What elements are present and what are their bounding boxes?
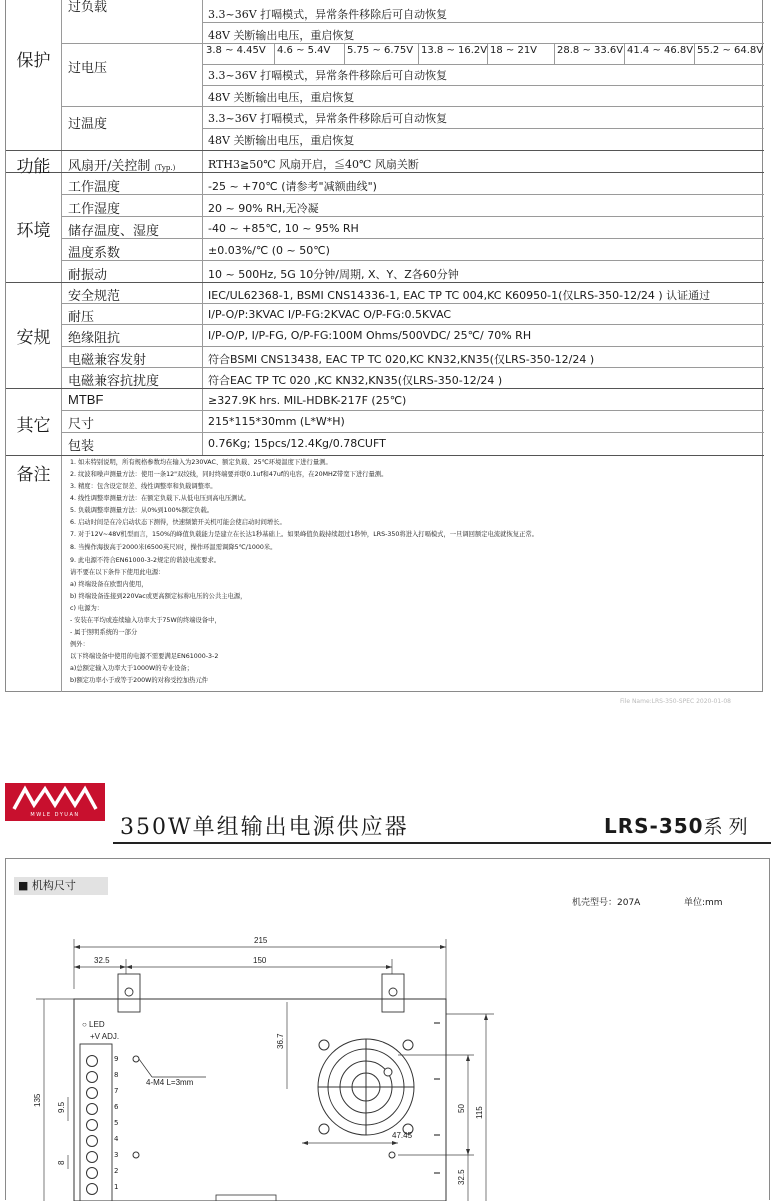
terminal-number: 9 xyxy=(114,1055,119,1063)
spec-table xyxy=(5,0,763,692)
overtemp-line-1: 3.3~36V 打嗝模式，异常条件移除后可自动恢复 xyxy=(208,112,448,125)
others-value-2: 215*115*30mm (L*W*H) xyxy=(208,415,345,428)
category-safety: 安规 xyxy=(16,328,51,348)
note-line-17: 以下终端设备中使用的电源不需要满足EN61000-3-2 xyxy=(70,653,219,660)
drawing-svg xyxy=(6,859,769,1201)
terminal-screw-icon xyxy=(86,1135,98,1147)
env-value-1: -25 ~ +70℃ (请参考"减额曲线") xyxy=(208,180,377,193)
series-name xyxy=(604,812,748,839)
note-line-6: 6. 启动时间是在冷启动状态下测得，快速频繁开关机可能会使启动时间增长。 xyxy=(70,519,286,526)
logo-text: MWLE DYUAN xyxy=(30,812,80,818)
ov-range-4: 13.8 ~ 16.2V xyxy=(421,45,488,56)
dim-left-offset: 32.5 xyxy=(94,956,110,965)
dim-pin-small: 8 xyxy=(57,1160,66,1165)
note-line-5: 5. 负载调整率测量方法：从0%到100%额定负载。 xyxy=(70,507,214,514)
terminal-number: 6 xyxy=(114,1103,119,1111)
terminal-number: 3 xyxy=(114,1151,119,1159)
overtemp-line-2: 48V 关断输出电压，重启恢复 xyxy=(208,134,355,147)
terminal-number: 1 xyxy=(114,1183,119,1191)
series-model: LRS-350 xyxy=(604,814,704,838)
dim-bottom-offset: 32.5 xyxy=(457,1169,466,1185)
fan-control-label: 风扇开/关控制 xyxy=(68,159,151,174)
note-line-14: - 安装在平均或连续输入功率大于75W的终端设备中， xyxy=(70,617,221,624)
safety-label-1: 安全规范 xyxy=(68,289,121,304)
ov-range-1: 3.8 ~ 4.45V xyxy=(206,45,266,56)
dim-width-overall: 135 xyxy=(33,1093,42,1107)
item-overvoltage: 过电压 xyxy=(68,61,108,76)
ov-range-5: 18 ~ 21V xyxy=(490,45,538,56)
terminal-screw-icon xyxy=(86,1087,98,1099)
terminal-number: 5 xyxy=(114,1119,119,1127)
others-label-2: 尺寸 xyxy=(68,417,95,432)
env-label-2: 工作湿度 xyxy=(68,202,121,217)
brand-logo xyxy=(5,783,105,821)
terminal-number: 8 xyxy=(114,1071,119,1079)
terminal-number: 7 xyxy=(114,1087,119,1095)
terminal-screw-icon xyxy=(86,1183,98,1195)
category-notes: 备注 xyxy=(16,465,51,485)
others-label-3: 包装 xyxy=(68,439,95,454)
case-label: 机壳型号：207A xyxy=(572,898,641,908)
overvoltage-line-2: 48V 关断输出电压，重启恢复 xyxy=(208,91,355,104)
safety-value-5: 符合EAC TP TC 020 ,KC KN32,KN35(仅LRS-350-12/24 ) xyxy=(208,374,503,387)
series-suffix: 系 列 xyxy=(703,816,748,838)
terminal-number: 2 xyxy=(114,1167,119,1175)
header-rule xyxy=(113,842,771,844)
note-line-11: a) 终端设备在欧盟内使用， xyxy=(70,581,148,588)
dim-pin-pitch: 9.5 xyxy=(57,1101,66,1113)
fan-control-typ: (Typ.) xyxy=(154,164,176,172)
unit-label: 单位:mm xyxy=(684,898,723,908)
note-line-4: 4. 线性调整率测量方法：在额定负载下,从低电压到高电压测试。 xyxy=(70,495,251,502)
category-function: 功能 xyxy=(16,157,51,177)
others-value-1: ≥327.9K hrs. MIL-HDBK-217F (25℃) xyxy=(208,394,407,407)
note-line-10: 请不要在以下条件下使用此电源： xyxy=(70,569,165,576)
terminal-number: 4 xyxy=(114,1135,119,1143)
category-others: 其它 xyxy=(16,416,51,436)
ov-range-7: 41.4 ~ 46.8V xyxy=(627,45,694,56)
terminal-screw-icon xyxy=(86,1103,98,1115)
note-line-8: 8. 当操作海拔高于2000米(6500英尺)时，操作环温需调降5℃/1000米。 xyxy=(70,544,277,551)
dim-top-to-hole: 36.7 xyxy=(276,1033,285,1049)
env-value-4: ±0.03%/℃ (0 ~ 50℃) xyxy=(208,244,330,257)
env-label-3: 储存温度、湿度 xyxy=(68,224,160,239)
category-environment: 环境 xyxy=(16,221,51,241)
led-label: ○ LED xyxy=(82,1020,105,1029)
safety-label-2: 耐压 xyxy=(68,310,95,325)
env-label-1: 工作温度 xyxy=(68,180,121,195)
note-line-7: 7. 对于12V~48V机型而言，150%的峰值负载能力是建立在长达1秒基础上。如果峰值负载持续超过1秒钟，LRS-350将进入打嗝模式，一旦调回额定电流就恢复正常。 xyxy=(70,531,538,538)
env-label-4: 温度系数 xyxy=(68,246,121,261)
safety-value-1: IEC/UL62368-1, BSMI CNS14336-1, EAC TP TC 004,KC K60950-1(仅LRS-350-12/24 ) 认证通过 xyxy=(208,289,711,302)
safety-value-2: I/P-O/P:3KVAC I/P-FG:2KVAC O/P-FG:0.5KVAC xyxy=(208,308,452,321)
terminal-screw-icon xyxy=(86,1055,98,1067)
overload-line-1: 3.3~36V 打嗝模式，异常条件移除后可自动恢复 xyxy=(208,8,448,21)
terminal-screw-icon xyxy=(86,1071,98,1083)
overvoltage-line-1: 3.3~36V 打嗝模式，异常条件移除后可自动恢复 xyxy=(208,69,448,82)
safety-label-3: 绝缘阻抗 xyxy=(68,331,121,346)
note-line-16: 例外： xyxy=(70,641,89,648)
dim-fan-offset: 47.45 xyxy=(392,1131,413,1140)
terminal-screw-icon xyxy=(86,1151,98,1163)
terminal-screw-icon xyxy=(86,1167,98,1179)
note-line-9: 9. 此电源不符合EN61000-3-2规定的谐波电流要求。 xyxy=(70,557,221,564)
safety-label-5: 电磁兼容抗扰度 xyxy=(68,374,160,389)
safety-value-3: I/P-O/P, I/P-FG, O/P-FG:100M Ohms/500VDC/ 25℃/ 70% RH xyxy=(208,329,532,342)
section-title: ■ 机构尺寸 xyxy=(14,877,108,895)
safety-label-4: 电磁兼容发射 xyxy=(68,353,147,368)
ov-range-6: 28.8 ~ 33.6V xyxy=(557,45,624,56)
env-value-2: 20 ~ 90% RH,无冷凝 xyxy=(208,202,319,215)
note-line-2: 2. 纹波和噪声测量方法：使用一条12"双绞线，同时终端要并联0.1uf和47uf的电容，在20MHZ带宽下进行量测。 xyxy=(70,471,388,478)
note-line-3: 3. 精度：包含设定误差、线性调整率和负载调整率。 xyxy=(70,483,217,490)
item-overtemp: 过温度 xyxy=(68,117,108,132)
ov-range-3: 5.75 ~ 6.75V xyxy=(347,45,414,56)
fan-control-value: RTH3≧50℃ 风扇开启，≦40℃ 风扇关断 xyxy=(208,158,419,171)
category-protection: 保护 xyxy=(16,51,51,71)
overload-line-2: 48V 关断输出电压，重启恢复 xyxy=(208,29,355,42)
note-line-13: c) 电源为： xyxy=(70,605,104,612)
terminal-screw-icon xyxy=(86,1119,98,1131)
note-line-15: - 属于照明系统的一部分 xyxy=(70,629,138,636)
note-line-18: a)总额定输入功率大于1000W的专业设备； xyxy=(70,665,194,672)
file-name: File Name:LRS-350-SPEC 2020-01-08 xyxy=(620,698,731,705)
dim-overall-length: 215 xyxy=(254,936,268,945)
ov-range-2: 4.6 ~ 5.4V xyxy=(277,45,331,56)
note-line-1: 1. 如未特别说明，所有规格参数均在输入为230VAC、额定负载、25℃环境温度下进行量测。 xyxy=(70,459,332,466)
ov-range-8: 55.2 ~ 64.8V xyxy=(697,45,764,56)
vadj-label: +V ADJ. xyxy=(90,1032,120,1041)
env-value-3: -40 ~ +85℃, 10 ~ 95% RH xyxy=(208,222,359,235)
safety-value-4: 符合BSMI CNS13438, EAC TP TC 020,KC KN32,KN35(仅LRS-350-12/24 ) xyxy=(208,353,595,366)
screw-label: 4-M4 L=3mm xyxy=(146,1078,194,1087)
dim-hole-spacing: 150 xyxy=(253,956,267,965)
env-label-5: 耐振动 xyxy=(68,268,108,283)
env-value-5: 10 ~ 500Hz, 5G 10分钟/周期, X、Y、Z各60分钟 xyxy=(208,268,459,281)
dim-hole-vert: 50 xyxy=(457,1104,466,1113)
others-label-1: MTBF xyxy=(68,392,104,407)
page-title: 350W单组输出电源供应器 xyxy=(120,815,409,840)
item-overload: 过负载 xyxy=(68,0,108,15)
mechanical-drawing xyxy=(5,858,770,1200)
note-line-19: b)额定功率小于或等于200W的对称受控加热元件 xyxy=(70,677,209,684)
item-fan-control xyxy=(68,155,175,174)
others-value-3: 0.76Kg; 15pcs/12.4Kg/0.78CUFT xyxy=(208,437,386,450)
note-line-12: b) 终端设备连接到220Vac或更高额定标称电压的公共主电源， xyxy=(70,593,247,600)
dim-width-body: 115 xyxy=(475,1106,484,1119)
